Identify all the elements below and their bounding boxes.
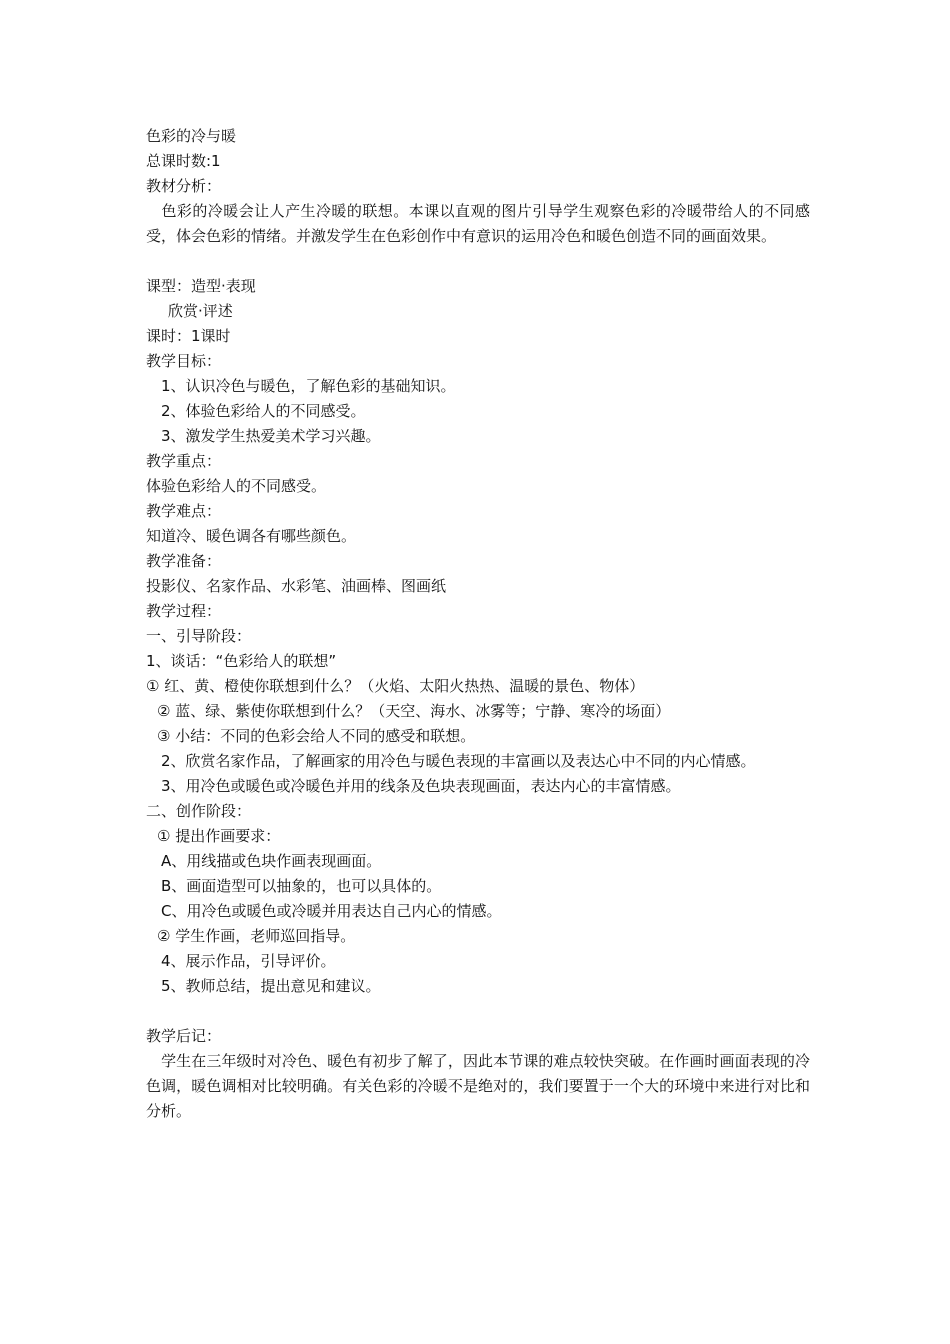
total-hours: 总课时数:1: [146, 152, 221, 170]
stage2-item: A、用线描或色块作画表现画面。: [161, 852, 382, 870]
stage2-item: B、画面造型可以抽象的，也可以具体的。: [161, 877, 442, 895]
goal-item: 1、认识冷色与暖色，了解色彩的基础知识。: [161, 377, 456, 395]
stage1-item: ② 蓝、绿、紫使你联想到什么？（天空、海水、冰雾等；宁静、寒冷的场面）: [157, 702, 671, 720]
analysis-heading: 教材分析：: [146, 177, 222, 195]
notes-heading: 教学后记：: [146, 1027, 222, 1045]
notes-paragraph: 学生在三年级时对冷色、暖色有初步了解了，因此本节课的难点较快突破。在作画时画面表现的冷色调，暖色调相对比较明确。有关色彩的冷暖不是绝对的，我们要置于一个大的环境中来进行对比和分析。: [146, 1052, 810, 1120]
stage2-item: C、用冷色或暖色或冷暖并用表达自己内心的情感。: [161, 902, 502, 920]
stage2-item: 4、展示作品，引导评价。: [161, 952, 336, 970]
analysis-paragraph: 色彩的冷暖会让人产生冷暖的联想。本课以直观的图片引导学生观察色彩的冷暖带给人的不同感受，体会色彩的情绪。并激发学生在色彩创作中有意识的运用冷色和暖色创造不同的画面效果。: [146, 202, 810, 245]
lesson-hours: 课时：1课时: [146, 327, 231, 345]
goal-item: 3、激发学生热爱美术学习兴趣。: [161, 427, 381, 445]
process-heading: 教学过程：: [146, 602, 222, 620]
key-text: 体验色彩给人的不同感受。: [146, 477, 327, 495]
stage1-heading: 一、引导阶段：: [146, 627, 252, 645]
key-heading: 教学重点：: [146, 452, 222, 470]
stage2-item: ② 学生作画，老师巡回指导。: [157, 927, 356, 945]
doc-title: 色彩的冷与暖: [146, 127, 237, 145]
difficulty-text: 知道冷、暖色调各有哪些颜色。: [146, 527, 357, 545]
lesson-type: 课型：造型·表现: [146, 277, 256, 295]
difficulty-heading: 教学难点：: [146, 502, 222, 520]
stage2-heading: 二、创作阶段：: [146, 802, 252, 820]
goals-heading: 教学目标：: [146, 352, 222, 370]
stage2-item: 5、教师总结，提出意见和建议。: [161, 977, 381, 995]
stage1-item: 1、谈话：“色彩给人的联想”: [146, 652, 337, 670]
prep-heading: 教学准备：: [146, 552, 222, 570]
stage1-item: ③ 小结：不同的色彩会给人不同的感受和联想。: [157, 727, 476, 745]
prep-text: 投影仪、名家作品、水彩笔、油画棒、图画纸: [146, 577, 447, 595]
stage1-item: ① 红、黄、橙使你联想到什么？（火焰、太阳火热热、温暖的景色、物体）: [146, 677, 645, 695]
stage2-item: ① 提出作画要求：: [157, 827, 281, 845]
lesson-type-secondary: 欣赏·评述: [168, 302, 233, 320]
stage1-item: 3、用冷色或暖色或冷暖色并用的线条及色块表现画面，表达内心的丰富情感。: [161, 777, 681, 795]
stage1-item: 2、欣赏名家作品，了解画家的用冷色与暖色表现的丰富画以及表达心中不同的内心情感。: [161, 752, 756, 770]
goal-item: 2、体验色彩给人的不同感受。: [161, 402, 366, 420]
